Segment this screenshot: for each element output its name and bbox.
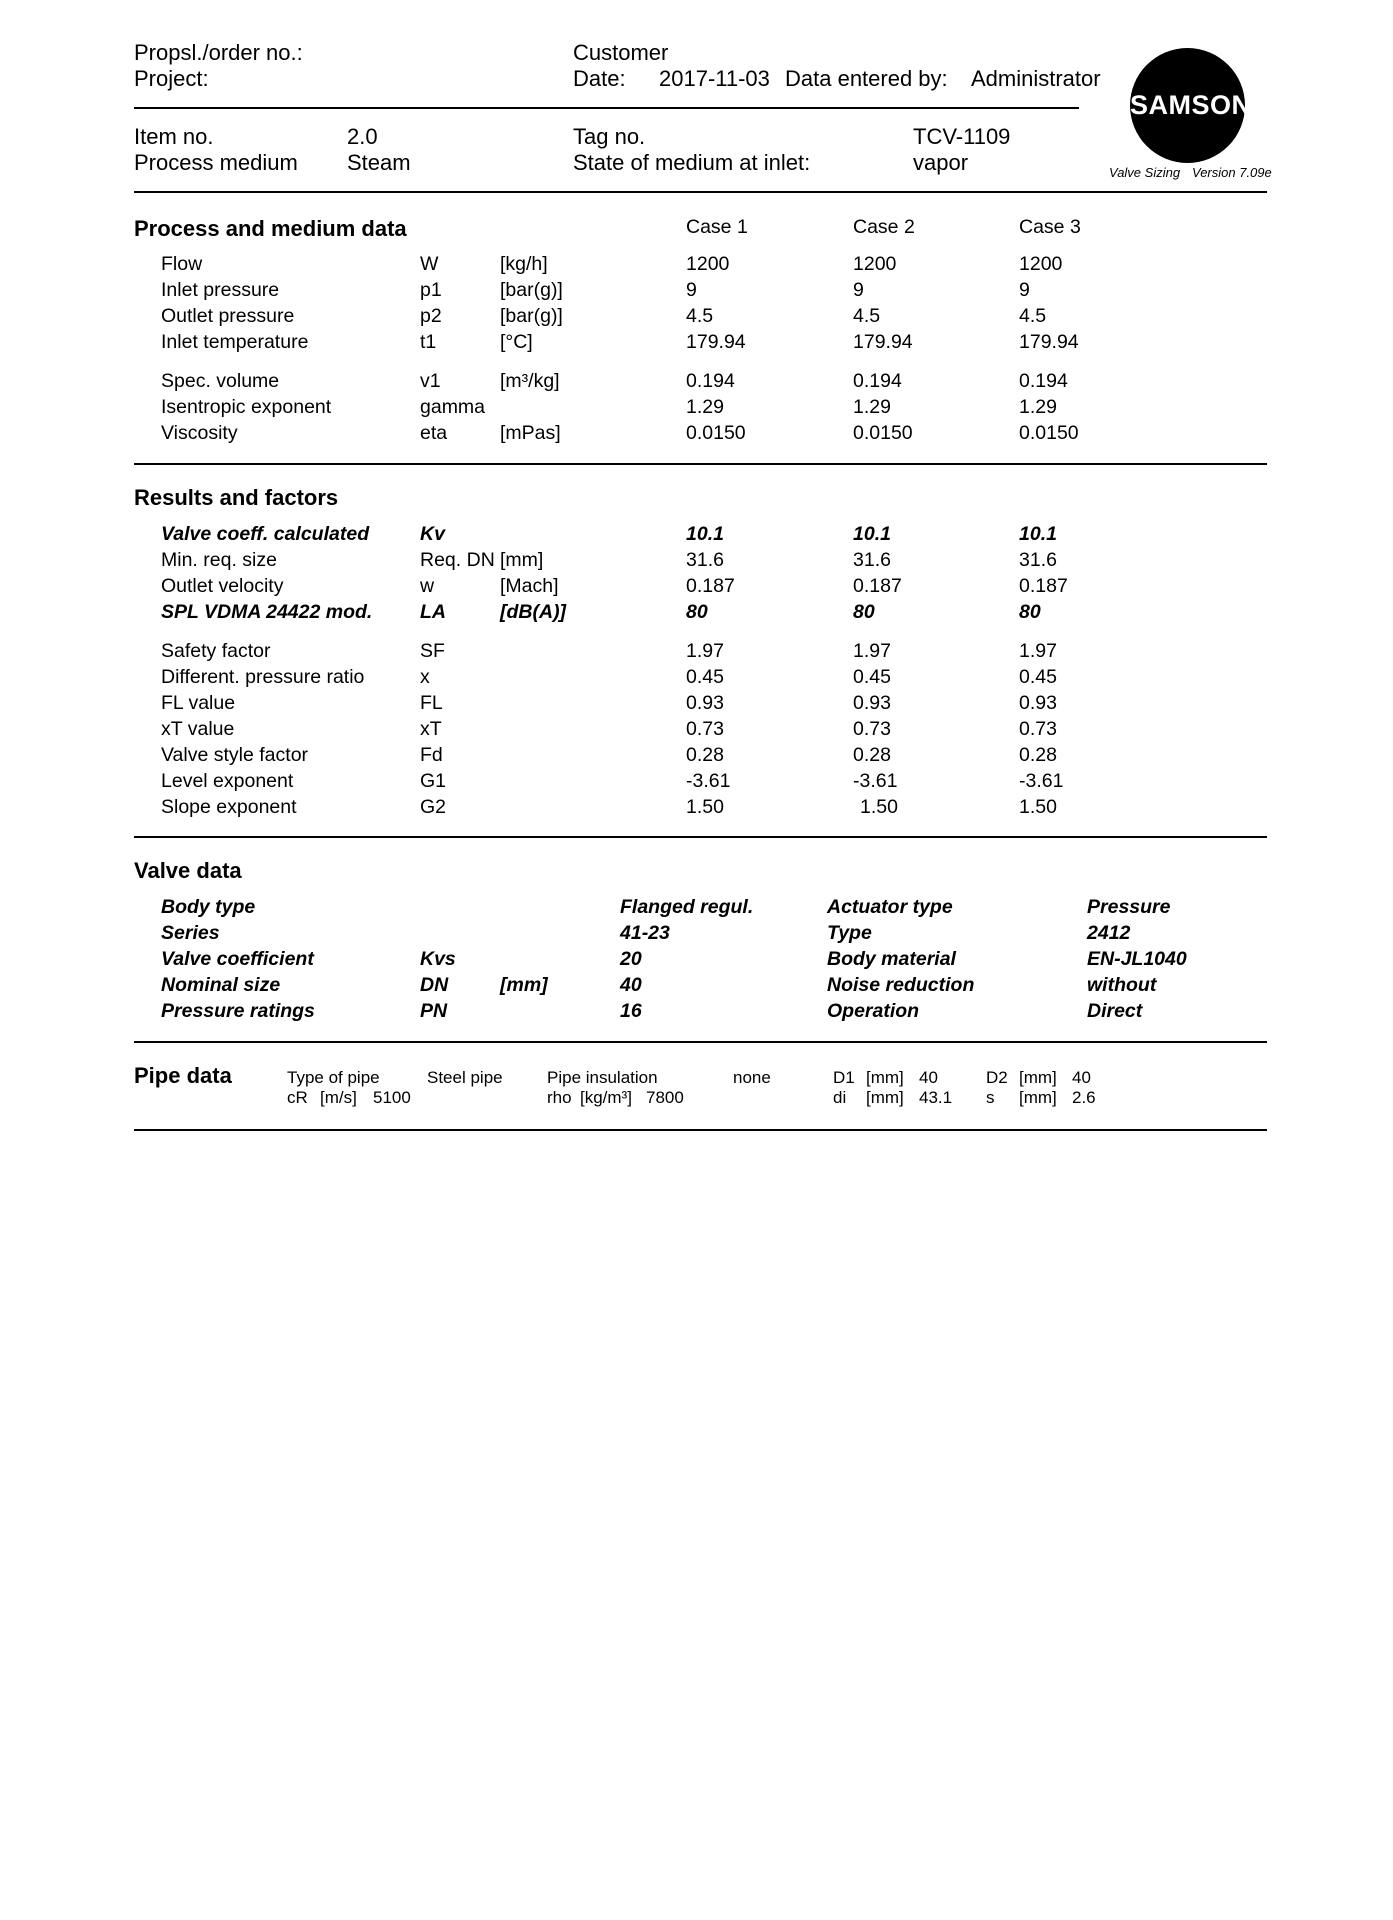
- results-value-case-3: 1.50: [1019, 796, 1057, 818]
- valve-row-value-2: EN-JL1040: [1087, 948, 1187, 970]
- header-divider: [134, 107, 1079, 109]
- process-row-unit: [kg/h]: [500, 253, 548, 275]
- pipe-type-value: Steel pipe: [427, 1068, 503, 1087]
- process-row-label: Viscosity: [161, 422, 238, 444]
- process-row-unit: [°C]: [500, 331, 533, 353]
- d2-label: D2: [986, 1068, 1008, 1087]
- proposal-order-label: Propsl./order no.:: [134, 40, 303, 65]
- results-value-case-3: 1.97: [1019, 640, 1057, 662]
- valve-row-label: Valve coefficient: [161, 948, 314, 970]
- software-name: Valve Sizing: [1109, 165, 1181, 180]
- d1-value: 40: [919, 1068, 938, 1087]
- process-row-label: Spec. volume: [161, 370, 280, 392]
- date-value: 2017-11-03: [659, 66, 770, 91]
- results-value-case-1: 0.187: [686, 575, 735, 597]
- process-value-case-2: 1200: [853, 253, 897, 275]
- di-label: di: [833, 1088, 847, 1107]
- results-value-case-3: 0.45: [1019, 666, 1057, 688]
- results-value-case-3: 0.28: [1019, 744, 1057, 766]
- process-value-case-3: 1200: [1019, 253, 1063, 275]
- results-value-case-1: 0.45: [686, 666, 724, 688]
- samson-logo: [1130, 48, 1252, 163]
- valve-row-value-2: 2412: [1087, 922, 1131, 944]
- process-row-unit: [mPas]: [500, 422, 561, 444]
- results-row-unit: [Mach]: [500, 575, 559, 597]
- results-row-label: Valve coeff. calculated: [161, 523, 370, 545]
- results-row-label: Slope exponent: [161, 796, 297, 818]
- results-value-case-1: 0.93: [686, 692, 724, 714]
- results-row-symbol: LA: [420, 601, 446, 623]
- cr-value: 5100: [373, 1088, 411, 1107]
- customer-label: Customer: [573, 40, 669, 65]
- results-row-symbol: SF: [420, 640, 445, 662]
- results-row-symbol: w: [420, 575, 435, 597]
- process-value-case-1: 179.94: [686, 331, 746, 353]
- results-row-symbol: FL: [420, 692, 443, 714]
- results-row-symbol: G1: [420, 770, 447, 792]
- process-row-unit: [bar(g)]: [500, 279, 563, 301]
- s-label: s: [986, 1088, 995, 1107]
- divider-2: [134, 463, 1267, 465]
- results-row-symbol: x: [420, 666, 430, 688]
- results-value-case-2: 0.73: [853, 718, 891, 740]
- valve-row-value: 16: [620, 1000, 642, 1022]
- results-value-case-2: 0.187: [853, 575, 902, 597]
- rho-label: rho: [547, 1088, 572, 1107]
- divider-4: [134, 1041, 1267, 1043]
- valve-row-symbol: DN: [420, 974, 449, 996]
- valve-title: Valve data: [134, 858, 242, 883]
- results-row-symbol: G2: [420, 796, 447, 818]
- results-value-case-1: 1.97: [686, 640, 724, 662]
- process-value-case-3: 0.0150: [1019, 422, 1079, 444]
- process-value-case-1: 1.29: [686, 396, 724, 418]
- entered-by-value: Administrator: [971, 66, 1101, 91]
- valve-row-label-2: Actuator type: [827, 896, 953, 918]
- pipe-insulation-value: none: [733, 1068, 771, 1087]
- d1-unit: [mm]: [866, 1068, 904, 1087]
- results-value-case-2: 1.50: [860, 796, 898, 818]
- item-label: Item no.: [134, 124, 214, 149]
- divider-5: [134, 1129, 1267, 1131]
- valve-row-symbol: Kvs: [420, 948, 456, 970]
- valve-row-label-2: Noise reduction: [827, 974, 975, 996]
- results-value-case-3: 0.93: [1019, 692, 1057, 714]
- valve-row-label-2: Operation: [827, 1000, 920, 1022]
- valve-row-value-2: without: [1087, 974, 1157, 996]
- results-row-symbol: Kv: [420, 523, 445, 545]
- results-value-case-2: 10.1: [853, 523, 891, 545]
- results-value-case-1: 1.50: [686, 796, 724, 818]
- results-row-unit: [dB(A)]: [500, 601, 567, 623]
- process-value-case-3: 9: [1019, 279, 1030, 301]
- cr-unit: [m/s]: [320, 1088, 357, 1107]
- process-value-case-3: 0.194: [1019, 370, 1068, 392]
- entered-by-label: Data entered by:: [785, 66, 948, 91]
- valve-row-value: 41-23: [620, 922, 670, 944]
- results-value-case-3: 80: [1019, 601, 1041, 623]
- valve-row-unit: [mm]: [500, 974, 548, 996]
- pipe-title: Pipe data: [134, 1063, 232, 1088]
- s-value: 2.6: [1072, 1088, 1096, 1107]
- process-value-case-2: 0.0150: [853, 422, 913, 444]
- results-value-case-3: -3.61: [1019, 770, 1064, 792]
- process-value-case-2: 4.5: [853, 305, 881, 327]
- results-value-case-1: -3.61: [686, 770, 731, 792]
- rho-value: 7800: [646, 1088, 684, 1107]
- divider-1: [134, 191, 1267, 193]
- results-value-case-1: 10.1: [686, 523, 724, 545]
- valve-row-value: Flanged regul.: [620, 896, 754, 918]
- medium-value: Steam: [347, 150, 411, 175]
- process-value-case-1: 0.0150: [686, 422, 746, 444]
- logo-text: SAMSON: [1130, 90, 1252, 120]
- pipe-insulation-label: Pipe insulation: [547, 1068, 658, 1087]
- valve-row-value: 20: [620, 948, 642, 970]
- process-value-case-2: 179.94: [853, 331, 913, 353]
- results-row-symbol: Req. DN: [420, 549, 495, 571]
- results-row-label: Safety factor: [161, 640, 271, 662]
- tag-label: Tag no.: [573, 124, 646, 149]
- results-value-case-3: 31.6: [1019, 549, 1057, 571]
- results-value-case-2: 0.45: [853, 666, 891, 688]
- process-row-label: Inlet temperature: [161, 331, 309, 353]
- medium-label: Process medium: [134, 150, 298, 175]
- results-row-label: Level exponent: [161, 770, 294, 792]
- valve-row-symbol: PN: [420, 1000, 448, 1022]
- tag-value: TCV-1109: [913, 124, 1011, 149]
- results-row-label: FL value: [161, 692, 236, 714]
- process-row-label: Isentropic exponent: [161, 396, 332, 418]
- results-row-label: Min. req. size: [161, 549, 277, 571]
- case-header-3: Case 3: [1019, 216, 1081, 238]
- process-value-case-1: 0.194: [686, 370, 735, 392]
- d2-unit: [mm]: [1019, 1068, 1057, 1087]
- valve-row-value-2: Direct: [1087, 1000, 1143, 1022]
- valve-row-value: 40: [620, 974, 642, 996]
- process-row-symbol: gamma: [420, 396, 486, 418]
- results-value-case-1: 0.73: [686, 718, 724, 740]
- results-value-case-2: 31.6: [853, 549, 891, 571]
- process-row-label: Inlet pressure: [161, 279, 280, 301]
- process-row-unit: [m³/kg]: [500, 370, 560, 392]
- results-row-label: Valve style factor: [161, 744, 309, 766]
- valve-row-label: Series: [161, 922, 220, 944]
- item-value: 2.0: [347, 124, 378, 149]
- state-label: State of medium at inlet:: [573, 150, 811, 175]
- process-row-symbol: p1: [420, 279, 442, 301]
- results-value-case-1: 0.28: [686, 744, 724, 766]
- process-value-case-2: 1.29: [853, 396, 891, 418]
- d2-value: 40: [1072, 1068, 1091, 1087]
- results-row-label: Different. pressure ratio: [161, 666, 365, 688]
- process-value-case-3: 4.5: [1019, 305, 1047, 327]
- divider-3: [134, 836, 1267, 838]
- pipe-type-label: Type of pipe: [287, 1068, 380, 1087]
- process-value-case-2: 9: [853, 279, 864, 301]
- valve-row-label: Nominal size: [161, 974, 281, 996]
- process-value-case-3: 1.29: [1019, 396, 1057, 418]
- case-header-1: Case 1: [686, 216, 748, 238]
- results-value-case-2: 0.93: [853, 692, 891, 714]
- results-row-unit: [mm]: [500, 549, 544, 571]
- valve-row-label: Body type: [161, 896, 256, 918]
- valve-row-value-2: Pressure: [1087, 896, 1171, 918]
- results-value-case-1: 80: [686, 601, 708, 623]
- results-value-case-2: -3.61: [853, 770, 898, 792]
- results-row-symbol: Fd: [420, 744, 443, 766]
- results-row-symbol: xT: [420, 718, 442, 740]
- d1-label: D1: [833, 1068, 855, 1087]
- results-value-case-3: 10.1: [1019, 523, 1057, 545]
- state-value: vapor: [913, 150, 969, 175]
- process-value-case-2: 0.194: [853, 370, 902, 392]
- date-label: Date:: [573, 66, 626, 91]
- results-value-case-3: 0.187: [1019, 575, 1068, 597]
- results-row-label: SPL VDMA 24422 mod.: [161, 601, 373, 623]
- results-row-label: Outlet velocity: [161, 575, 284, 597]
- process-value-case-3: 179.94: [1019, 331, 1079, 353]
- s-unit: [mm]: [1019, 1088, 1057, 1107]
- project-label: Project:: [134, 66, 209, 91]
- software-version: Version 7.09e: [1192, 165, 1272, 180]
- process-title: Process and medium data: [134, 216, 407, 241]
- results-row-label: xT value: [161, 718, 235, 740]
- valve-row-label: Pressure ratings: [161, 1000, 315, 1022]
- cr-label: cR: [287, 1088, 308, 1107]
- di-value: 43.1: [919, 1088, 953, 1107]
- results-title: Results and factors: [134, 485, 339, 510]
- results-value-case-1: 31.6: [686, 549, 724, 571]
- process-row-symbol: eta: [420, 422, 448, 444]
- process-row-unit: [bar(g)]: [500, 305, 563, 327]
- valve-row-label-2: Type: [827, 922, 872, 944]
- results-value-case-3: 0.73: [1019, 718, 1057, 740]
- di-unit: [mm]: [866, 1088, 904, 1107]
- process-row-symbol: v1: [420, 370, 441, 392]
- results-value-case-2: 80: [853, 601, 875, 623]
- process-row-label: Outlet pressure: [161, 305, 295, 327]
- process-row-symbol: W: [420, 253, 439, 275]
- results-value-case-2: 0.28: [853, 744, 891, 766]
- process-row-symbol: p2: [420, 305, 442, 327]
- process-row-label: Flow: [161, 253, 203, 275]
- results-value-case-2: 1.97: [853, 640, 891, 662]
- valve-row-label-2: Body material: [827, 948, 956, 970]
- case-header-2: Case 2: [853, 216, 915, 238]
- process-value-case-1: 9: [686, 279, 697, 301]
- process-value-case-1: 1200: [686, 253, 730, 275]
- process-row-symbol: t1: [420, 331, 437, 353]
- rho-unit: [kg/m³]: [580, 1088, 632, 1107]
- process-value-case-1: 4.5: [686, 305, 714, 327]
